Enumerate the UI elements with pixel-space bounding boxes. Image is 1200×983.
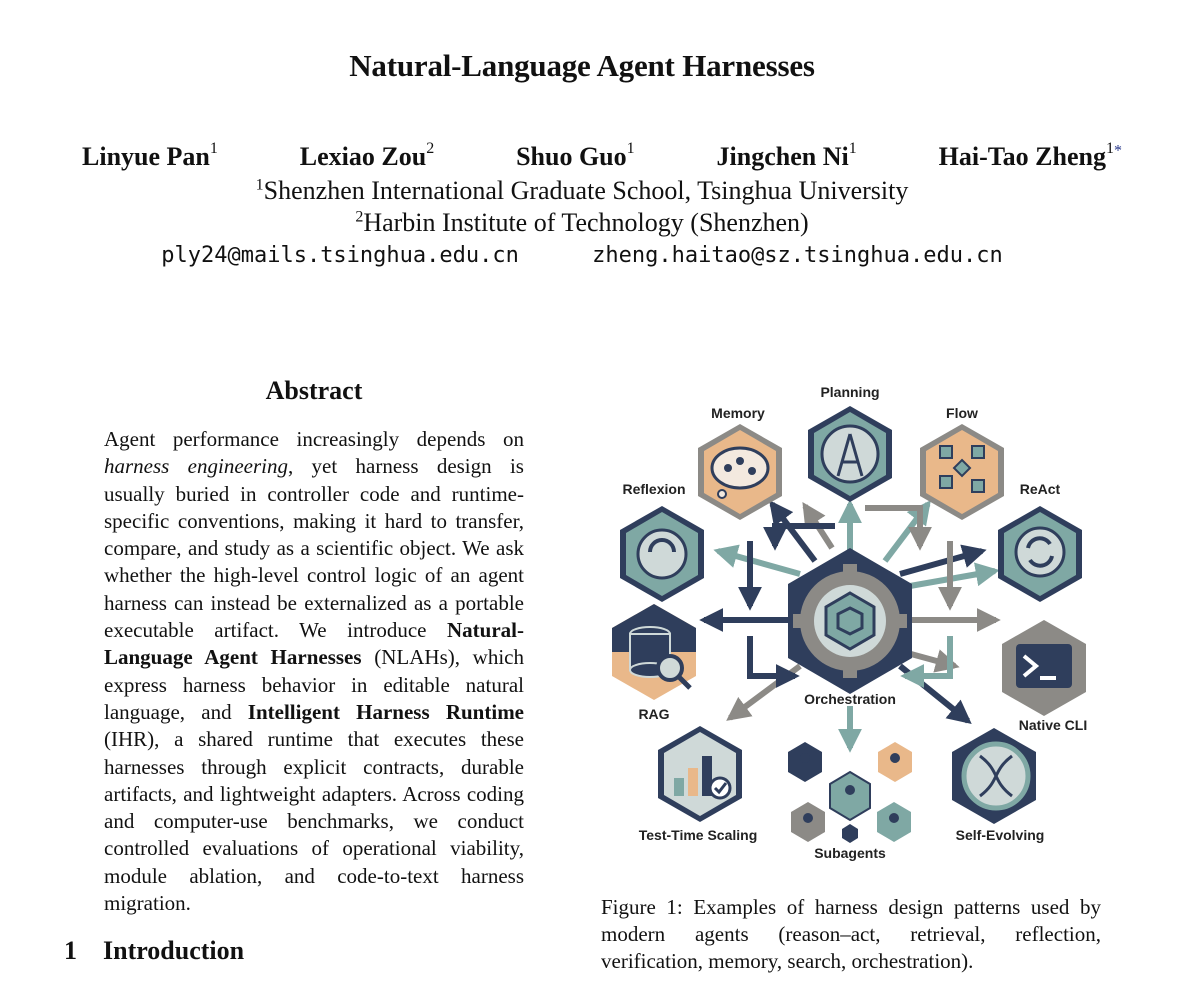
harness-patterns-figure: [600, 376, 1100, 876]
abstract-body: Agent performance increasingly depends on harness engineering, yet harness design is usually buried in controller code and runtime-specific conventions, making it hard to transfer, compare, and study as a scientific object. We ask whether the high-level control logic of an agent harness can instead be externalized as a portable executable artifact. We introduce Natural-Language Agent Harnesses (NLAHs), which express harness behavior in editable natural language, and Intelligent Harness Runtime (IHR), a shared runtime that executes these harnesses through explicit contracts, durable artifacts, and lightweight adapters. Across coding and computer-use benchmarks, we conduct controlled evaluations of operational viability, module ablation, and code-to-text harness migration.: [104, 427, 525, 916]
email: zheng.haitao@sz.tsinghua.edu.cn: [592, 243, 1003, 268]
subagents-node: [788, 742, 912, 861]
svg-text:Flow: Flow: [946, 405, 978, 421]
paper-title: Natural-Language Agent Harnesses: [349, 48, 815, 83]
author: Jingchen Ni$^1$: [716, 140, 857, 171]
terminal-icon: [1016, 644, 1072, 688]
native-cli-node: [1002, 620, 1087, 733]
planning-node: [808, 384, 892, 502]
affiliation: $^1$Shenzhen International Graduate School, Tsinghua University: [255, 176, 909, 205]
svg-text:Native CLI: Native CLI: [1018, 717, 1088, 733]
flow-node: [920, 405, 1004, 520]
svg-text:Memory: Memory: [711, 405, 765, 421]
check-icon: [710, 778, 730, 798]
svg-text:Reflexion: Reflexion: [622, 481, 686, 497]
react-node: [998, 481, 1082, 602]
corresponding-author-link[interactable]: *: [1114, 142, 1122, 160]
test-time-scaling-node: [639, 726, 758, 843]
svg-text:Test-Time Scaling: Test-Time Scaling: [638, 827, 758, 843]
author-list: [82, 142, 1122, 172]
svg-text:Self-Evolving: Self-Evolving: [955, 827, 1045, 843]
memory-node: [698, 405, 782, 520]
email: ply24@mails.tsinghua.edu.cn: [161, 243, 519, 268]
orchestration-hub: [788, 548, 912, 707]
svg-text:Subagents: Subagents: [814, 845, 886, 861]
author: Linyue Pan$^1$: [82, 140, 218, 171]
affiliation: $^2$Harbin Institute of Technology (Shenzhen): [355, 208, 809, 237]
figure-caption: Figure 1: Examples of harness design patterns used by modern agents (reason–act, retrieval, reflection, verification, memory, search, orchestration).: [601, 895, 1101, 973]
svg-text:Planning: Planning: [820, 384, 880, 400]
author: Shuo Guo$^1$: [516, 140, 635, 171]
author: Hai-Tao Zheng$^{1*}$: [938, 140, 1122, 171]
abstract-heading: Abstract: [265, 376, 363, 405]
self-evolving-node: [952, 728, 1044, 843]
svg-text:RAG: RAG: [638, 706, 670, 722]
section-heading: 1 Introduction: [64, 936, 245, 965]
author-emails: [0, 243, 1164, 268]
reflexion-node: [620, 481, 704, 602]
orchestration-label: Orchestration: [804, 691, 896, 707]
rag-node: [612, 604, 696, 722]
svg-text:ReAct: ReAct: [1019, 481, 1061, 497]
author: Lexiao Zou$^2$: [299, 140, 435, 171]
